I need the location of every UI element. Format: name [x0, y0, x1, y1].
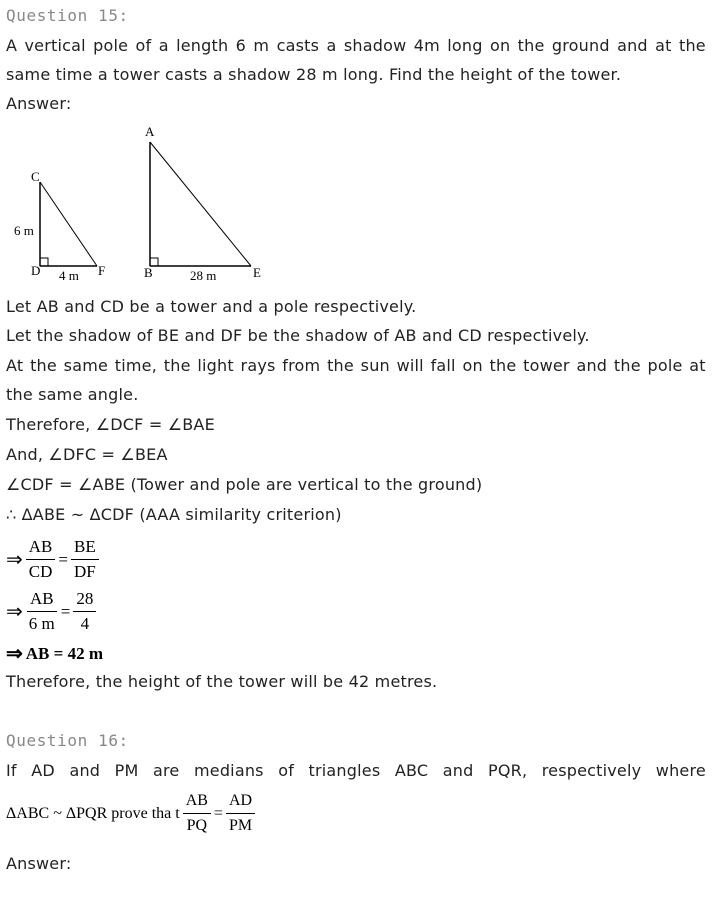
q16-line1-word: triangles	[308, 761, 381, 780]
q15-line1-word: on	[489, 36, 511, 55]
q15-just-word: same	[63, 356, 109, 375]
q15-line1-word: and	[617, 36, 648, 55]
implies-arrow: ⇒	[6, 643, 23, 665]
label-4m: 4 m	[59, 268, 79, 283]
q15-line1-word: a	[158, 36, 169, 55]
triangles-figure	[0, 120, 290, 290]
q15-line-shadow: Let the shadow of BE and DF be the shadow of AB and CD respectively.	[6, 326, 590, 345]
q15-line1-word: A	[6, 36, 18, 55]
implies-arrow: ⇒	[6, 601, 23, 623]
q15-conclusion: Therefore, the height of the tower will be 42 metres.	[6, 672, 438, 691]
q15-line-angle-dcf: Therefore, ∠DCF = ∠BAE	[6, 415, 215, 434]
q16-answer-label: Answer:	[6, 854, 72, 873]
label-b: B	[144, 265, 153, 280]
q15-just-word: will	[396, 356, 424, 375]
q15-line1-word: pole	[93, 36, 129, 55]
q15-line-let-ab-cd: Let AB and CD be a tower and a pole respectively.	[6, 297, 417, 316]
q15-line-angle-cdf: ∠CDF = ∠ABE (Tower and pole are vertical to the ground)	[6, 475, 483, 494]
q15-just-word: the	[163, 356, 191, 375]
q15-line-same-angle: the same angle.	[6, 385, 139, 404]
fraction-ad-pm: $\frac{AD}{PM}$	[226, 791, 255, 836]
q15-answer-label: Answer:	[6, 94, 72, 113]
q15-statement-line2: same time a tower casts a shadow 28 m long. Find the height of the tower.	[6, 65, 622, 84]
q16-line1-word: PM	[114, 761, 139, 780]
q15-just-word: the	[30, 356, 57, 375]
q15-just-word: at	[689, 356, 706, 375]
q16-line1-word: ABC	[394, 761, 429, 780]
fraction-ab-cd: $\frac{AB}{CD}$	[26, 537, 56, 582]
q15-just-word: pole	[647, 356, 683, 375]
label-6m: 6 m	[14, 223, 34, 238]
q15-line1-word: 6	[235, 36, 247, 55]
q15-line1-word: a	[326, 36, 337, 55]
q16-line1-word: of	[278, 761, 295, 780]
q15-just-word: on	[462, 356, 483, 375]
label-f: F	[98, 263, 106, 278]
q15-statement-line1	[6, 36, 706, 56]
q15-just-word: from	[282, 356, 321, 375]
q15-just-word: rays	[240, 356, 276, 375]
q15-just-word: At	[6, 356, 24, 375]
q15-just-word: tower	[523, 356, 570, 375]
tower-triangle-abe	[144, 124, 261, 283]
fraction-28-4: $\frac{28}{4}$	[73, 589, 96, 634]
q15-line1-word: ground	[551, 36, 610, 55]
q15-line1-word: the	[678, 36, 706, 55]
q15-just-word: sun	[360, 356, 390, 375]
q15-line-similarity: ∴ ΔABE ~ ΔCDF (AAA similarity criterion)	[6, 505, 342, 524]
pole-triangle-cdf	[14, 169, 105, 283]
q15-just-word: the	[489, 356, 517, 375]
q16-line1-word: where	[655, 761, 706, 780]
label-e: E	[253, 265, 261, 280]
q16-line1-word: If	[6, 761, 17, 780]
q15-just-word: fall	[430, 356, 456, 375]
question-15-title: Question 15:	[6, 6, 129, 25]
q15-equation-2: ⇒ $\frac{AB}{6 m}$ = $\frac{28}{4}$	[6, 589, 99, 634]
q15-line1-word: length	[176, 36, 229, 55]
q15-just-word: light	[197, 356, 234, 375]
fraction-be-df: $\frac{BE}{DF}$	[71, 537, 99, 582]
q15-line1-word: vertical	[24, 36, 86, 55]
q15-line1-word: the	[517, 36, 545, 55]
label-a: A	[145, 124, 155, 139]
label-d: D	[31, 263, 41, 278]
q15-just-word: and	[576, 356, 608, 375]
q15-line1-word: at	[655, 36, 672, 55]
fraction-ab-6m: $\frac{AB}{6 m}$	[28, 589, 55, 633]
q16-line1-word: medians	[193, 761, 264, 780]
q15-just-word: the	[327, 356, 354, 375]
q15-equation-1: ⇒ $\frac{AB}{CD}$ = $\frac{BE}{DF}$	[6, 537, 102, 582]
q15-line1-word: 4m	[413, 36, 440, 55]
q15-line1-word: casts	[276, 36, 320, 55]
question-16-title: Question 16:	[6, 731, 129, 750]
implies-arrow: ⇒	[6, 549, 23, 571]
q15-equation-3: ⇒ AB = 42 m	[6, 643, 103, 665]
q16-line1-word: and	[442, 761, 474, 780]
label-c: C	[31, 169, 40, 184]
q15-line-same-time	[6, 356, 706, 376]
q15-line-angle-dfc: And, ∠DFC = ∠BEA	[6, 445, 168, 464]
q16-statement-line1	[6, 761, 706, 781]
fraction-ab-pq: $\frac{AB}{PQ}$	[183, 791, 211, 836]
q16-line1-word: PQR,	[487, 761, 528, 780]
q16-statement-formula: ΔABC ~ ΔPQR prove tha t $\frac{AB}{PQ}$ = $\frac{AD}{PM}$	[6, 791, 258, 836]
q16-line1-word: AD	[31, 761, 55, 780]
q15-line1-word: long	[447, 36, 483, 55]
label-28m: 28 m	[190, 268, 217, 283]
q15-just-word: time,	[114, 356, 158, 375]
q15-just-word: the	[613, 356, 641, 375]
q16-line1-word: are	[153, 761, 180, 780]
q15-line1-word: shadow	[343, 36, 407, 55]
q15-line1-word: of	[135, 36, 152, 55]
q16-line1-word: and	[69, 761, 101, 780]
q16-line1-word: respectively	[541, 761, 642, 780]
q15-line1-word: m	[253, 36, 270, 55]
